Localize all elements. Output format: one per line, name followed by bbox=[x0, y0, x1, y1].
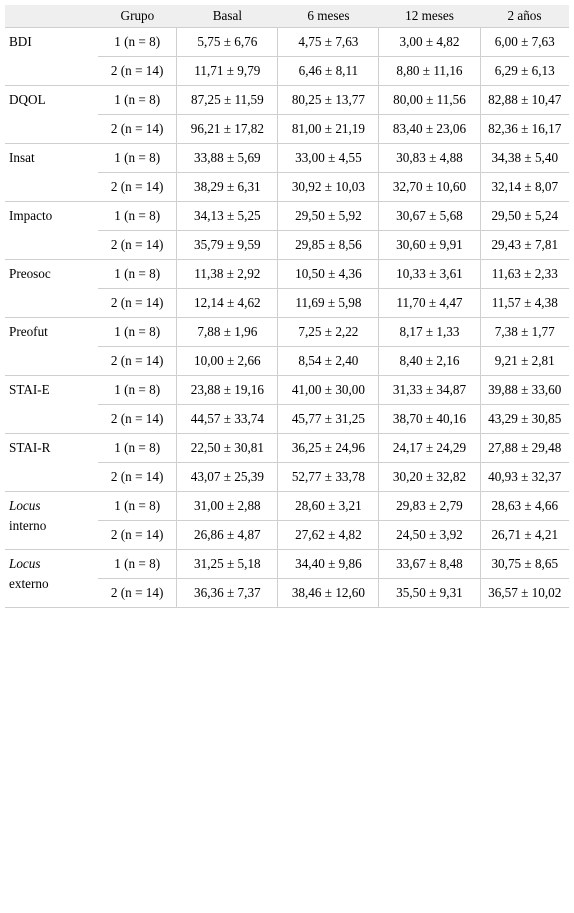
group-cell: 2 (n = 14) bbox=[98, 231, 177, 260]
value-cell: 30,83 ± 4,88 bbox=[379, 144, 480, 173]
value-cell: 7,38 ± 1,77 bbox=[480, 318, 569, 347]
group-cell: 1 (n = 8) bbox=[98, 144, 177, 173]
value-cell: 10,50 ± 4,36 bbox=[278, 260, 379, 289]
value-cell: 8,40 ± 2,16 bbox=[379, 347, 480, 376]
group-cell: 1 (n = 8) bbox=[98, 86, 177, 115]
group-cell: 2 (n = 14) bbox=[98, 289, 177, 318]
value-cell: 96,21 ± 17,82 bbox=[177, 115, 278, 144]
group-cell: 2 (n = 14) bbox=[98, 347, 177, 376]
value-cell: 28,60 ± 3,21 bbox=[278, 492, 379, 521]
table-row bbox=[5, 492, 569, 521]
value-cell: 38,46 ± 12,60 bbox=[278, 579, 379, 608]
value-cell: 31,00 ± 2,88 bbox=[177, 492, 278, 521]
value-cell: 33,67 ± 8,48 bbox=[379, 550, 480, 579]
value-cell: 29,85 ± 8,56 bbox=[278, 231, 379, 260]
group-cell: 1 (n = 8) bbox=[98, 202, 177, 231]
table-row bbox=[5, 318, 569, 347]
header-cell: 2 años bbox=[480, 5, 569, 28]
value-cell: 43,07 ± 25,39 bbox=[177, 463, 278, 492]
value-cell: 11,63 ± 2,33 bbox=[480, 260, 569, 289]
value-cell: 23,88 ± 19,16 bbox=[177, 376, 278, 405]
group-cell: 1 (n = 8) bbox=[98, 492, 177, 521]
table-row bbox=[5, 434, 569, 463]
value-cell: 52,77 ± 33,78 bbox=[278, 463, 379, 492]
group-cell: 2 (n = 14) bbox=[98, 521, 177, 550]
group-cell: 2 (n = 14) bbox=[98, 579, 177, 608]
value-cell: 27,62 ± 4,82 bbox=[278, 521, 379, 550]
table-row bbox=[5, 28, 569, 57]
value-cell: 34,13 ± 5,25 bbox=[177, 202, 278, 231]
group-cell: 1 (n = 8) bbox=[98, 376, 177, 405]
header-cell: 6 meses bbox=[278, 5, 379, 28]
group-cell: 1 (n = 8) bbox=[98, 318, 177, 347]
table-row bbox=[5, 202, 569, 231]
value-cell: 32,70 ± 10,60 bbox=[379, 173, 480, 202]
value-cell: 31,33 ± 34,87 bbox=[379, 376, 480, 405]
value-cell: 8,17 ± 1,33 bbox=[379, 318, 480, 347]
group-cell: 2 (n = 14) bbox=[98, 405, 177, 434]
header-cell: Grupo bbox=[98, 5, 177, 28]
group-cell: 1 (n = 8) bbox=[98, 434, 177, 463]
value-cell: 30,92 ± 10,03 bbox=[278, 173, 379, 202]
group-cell: 2 (n = 14) bbox=[98, 115, 177, 144]
value-cell: 80,00 ± 11,56 bbox=[379, 86, 480, 115]
group-cell: 2 (n = 14) bbox=[98, 463, 177, 492]
group-cell: 2 (n = 14) bbox=[98, 173, 177, 202]
variable-label-rest: interno bbox=[9, 518, 47, 533]
table-row bbox=[5, 376, 569, 405]
value-cell: 44,57 ± 33,74 bbox=[177, 405, 278, 434]
value-cell: 31,25 ± 5,18 bbox=[177, 550, 278, 579]
value-cell: 8,80 ± 11,16 bbox=[379, 57, 480, 86]
value-cell: 30,20 ± 32,82 bbox=[379, 463, 480, 492]
group-cell: 2 (n = 14) bbox=[98, 57, 177, 86]
value-cell: 27,88 ± 29,48 bbox=[480, 434, 569, 463]
value-cell: 29,50 ± 5,24 bbox=[480, 202, 569, 231]
variable-label-rest: externo bbox=[9, 576, 49, 591]
value-cell: 82,88 ± 10,47 bbox=[480, 86, 569, 115]
group-cell: 1 (n = 8) bbox=[98, 550, 177, 579]
value-cell: 10,33 ± 3,61 bbox=[379, 260, 480, 289]
variable-label-italic: Locus bbox=[9, 498, 41, 513]
value-cell: 24,17 ± 24,29 bbox=[379, 434, 480, 463]
value-cell: 29,83 ± 2,79 bbox=[379, 492, 480, 521]
value-cell: 41,00 ± 30,00 bbox=[278, 376, 379, 405]
value-cell: 35,79 ± 9,59 bbox=[177, 231, 278, 260]
value-cell: 8,54 ± 2,40 bbox=[278, 347, 379, 376]
variable-label bbox=[5, 550, 98, 608]
results-table bbox=[5, 5, 569, 608]
value-cell: 87,25 ± 11,59 bbox=[177, 86, 278, 115]
value-cell: 80,25 ± 13,77 bbox=[278, 86, 379, 115]
header-cell: 12 meses bbox=[379, 5, 480, 28]
value-cell: 82,36 ± 16,17 bbox=[480, 115, 569, 144]
value-cell: 38,29 ± 6,31 bbox=[177, 173, 278, 202]
value-cell: 11,69 ± 5,98 bbox=[278, 289, 379, 318]
value-cell: 6,29 ± 6,13 bbox=[480, 57, 569, 86]
value-cell: 29,50 ± 5,92 bbox=[278, 202, 379, 231]
value-cell: 81,00 ± 21,19 bbox=[278, 115, 379, 144]
value-cell: 83,40 ± 23,06 bbox=[379, 115, 480, 144]
value-cell: 26,71 ± 4,21 bbox=[480, 521, 569, 550]
variable-label bbox=[5, 492, 98, 550]
value-cell: 29,43 ± 7,81 bbox=[480, 231, 569, 260]
value-cell: 9,21 ± 2,81 bbox=[480, 347, 569, 376]
value-cell: 34,38 ± 5,40 bbox=[480, 144, 569, 173]
variable-label: Impacto bbox=[5, 202, 98, 260]
value-cell: 5,75 ± 6,76 bbox=[177, 28, 278, 57]
variable-label: Preosoc bbox=[5, 260, 98, 318]
value-cell: 24,50 ± 3,92 bbox=[379, 521, 480, 550]
variable-label: Preofut bbox=[5, 318, 98, 376]
group-cell: 1 (n = 8) bbox=[98, 260, 177, 289]
value-cell: 11,38 ± 2,92 bbox=[177, 260, 278, 289]
value-cell: 33,00 ± 4,55 bbox=[278, 144, 379, 173]
value-cell: 35,50 ± 9,31 bbox=[379, 579, 480, 608]
value-cell: 28,63 ± 4,66 bbox=[480, 492, 569, 521]
value-cell: 40,93 ± 32,37 bbox=[480, 463, 569, 492]
value-cell: 7,88 ± 1,96 bbox=[177, 318, 278, 347]
value-cell: 11,71 ± 9,79 bbox=[177, 57, 278, 86]
header-row bbox=[5, 5, 569, 28]
value-cell: 36,25 ± 24,96 bbox=[278, 434, 379, 463]
table-row bbox=[5, 550, 569, 579]
value-cell: 36,57 ± 10,02 bbox=[480, 579, 569, 608]
value-cell: 26,86 ± 4,87 bbox=[177, 521, 278, 550]
value-cell: 32,14 ± 8,07 bbox=[480, 173, 569, 202]
value-cell: 36,36 ± 7,37 bbox=[177, 579, 278, 608]
variable-label-italic: Locus bbox=[9, 556, 41, 571]
variable-label: Insat bbox=[5, 144, 98, 202]
value-cell: 10,00 ± 2,66 bbox=[177, 347, 278, 376]
group-cell: 1 (n = 8) bbox=[98, 28, 177, 57]
value-cell: 39,88 ± 33,60 bbox=[480, 376, 569, 405]
table-row bbox=[5, 144, 569, 173]
value-cell: 22,50 ± 30,81 bbox=[177, 434, 278, 463]
variable-label: STAI-E bbox=[5, 376, 98, 434]
value-cell: 12,14 ± 4,62 bbox=[177, 289, 278, 318]
value-cell: 45,77 ± 31,25 bbox=[278, 405, 379, 434]
value-cell: 30,60 ± 9,91 bbox=[379, 231, 480, 260]
value-cell: 11,57 ± 4,38 bbox=[480, 289, 569, 318]
value-cell: 7,25 ± 2,22 bbox=[278, 318, 379, 347]
table-body bbox=[5, 28, 569, 608]
value-cell: 6,00 ± 7,63 bbox=[480, 28, 569, 57]
header-cell bbox=[5, 5, 98, 28]
variable-label: DQOL bbox=[5, 86, 98, 144]
value-cell: 30,75 ± 8,65 bbox=[480, 550, 569, 579]
variable-label: BDI bbox=[5, 28, 98, 86]
value-cell: 6,46 ± 8,11 bbox=[278, 57, 379, 86]
value-cell: 33,88 ± 5,69 bbox=[177, 144, 278, 173]
table-row bbox=[5, 260, 569, 289]
variable-label: STAI-R bbox=[5, 434, 98, 492]
value-cell: 11,70 ± 4,47 bbox=[379, 289, 480, 318]
value-cell: 4,75 ± 7,63 bbox=[278, 28, 379, 57]
value-cell: 3,00 ± 4,82 bbox=[379, 28, 480, 57]
table-row bbox=[5, 86, 569, 115]
value-cell: 34,40 ± 9,86 bbox=[278, 550, 379, 579]
value-cell: 38,70 ± 40,16 bbox=[379, 405, 480, 434]
header-cell: Basal bbox=[177, 5, 278, 28]
value-cell: 43,29 ± 30,85 bbox=[480, 405, 569, 434]
value-cell: 30,67 ± 5,68 bbox=[379, 202, 480, 231]
